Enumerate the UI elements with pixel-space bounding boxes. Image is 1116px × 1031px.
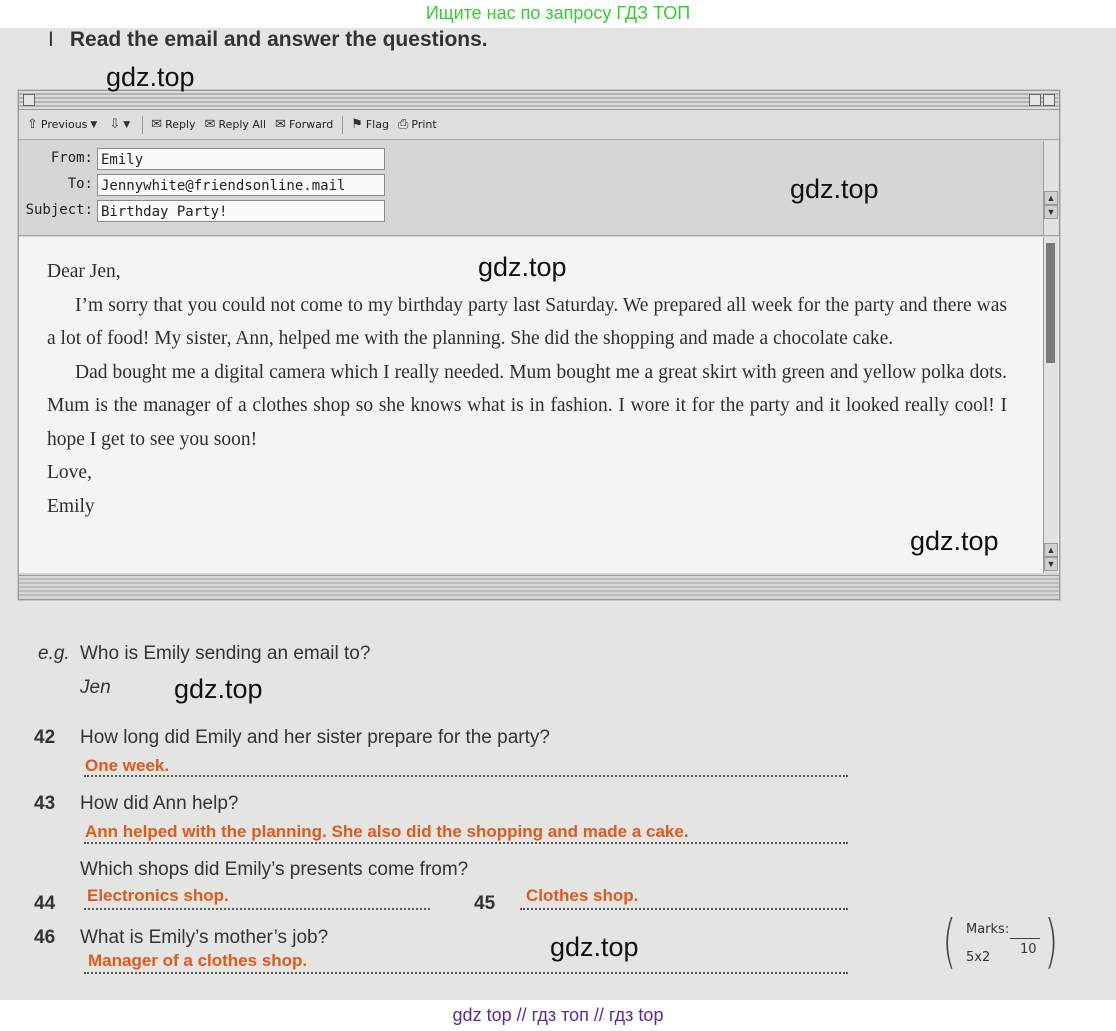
letter-paragraph: I’m sorry that you could not come to my birthday party last Saturday. We prepared all week for the party and there was a lot of food! My sister, Ann, helped me with the planning. She did the shopping and made a chocolate cake. xyxy=(47,294,1007,349)
example-answer: Jen xyxy=(80,677,111,698)
question-text: What is Emily’s mother’s job? xyxy=(80,927,329,948)
question-text: How did Ann help? xyxy=(80,793,239,814)
answer-text: Ann helped with the planning. She also did the shopping and made a cake. xyxy=(85,822,689,841)
answer-line xyxy=(520,908,848,910)
print-button[interactable]: ⎙ Print xyxy=(397,117,437,132)
task-title: Read the email and answer the questions. xyxy=(69,28,488,51)
answer-line xyxy=(84,972,848,974)
question-number: 46 xyxy=(34,927,56,948)
bottom-banner: gdz top // гдз топ // гдз top xyxy=(0,1000,1116,1031)
question-number: 44 xyxy=(34,893,56,914)
watermark: gdz.top xyxy=(910,526,999,556)
scroll-down-arrow-icon[interactable]: ▼ xyxy=(1044,557,1058,571)
watermark: gdz.top xyxy=(550,932,639,962)
close-box-icon[interactable] xyxy=(23,94,35,106)
left-parenthesis: ( xyxy=(942,907,957,975)
header-scrollbar[interactable] xyxy=(1043,141,1058,235)
letter-signature: Emily xyxy=(47,495,95,517)
from-label: From: xyxy=(50,150,93,166)
answer-line xyxy=(84,908,430,910)
task-heading xyxy=(48,28,488,52)
answer-text: Electronics shop. xyxy=(87,886,229,905)
subject-label: Subject: xyxy=(25,202,93,218)
watermark: gdz.top xyxy=(174,674,263,704)
subject-field[interactable]: Birthday Party! xyxy=(97,200,385,222)
flag-icon: ⚑ xyxy=(351,117,363,132)
forward-button[interactable]: ✉ Forward xyxy=(275,117,334,132)
scroll-up-arrow-icon[interactable]: ▲ xyxy=(1044,543,1058,557)
marks-total: 10 xyxy=(1020,942,1037,957)
toolbar-divider xyxy=(142,116,143,134)
printer-icon: ⎙ xyxy=(397,117,409,132)
forward-icon: ✉ xyxy=(275,117,286,132)
flag-button[interactable]: ⚑ Flag xyxy=(351,117,389,132)
question-number: 43 xyxy=(34,793,56,814)
reply-button[interactable]: ✉ Reply xyxy=(151,117,196,132)
next-button[interactable] xyxy=(109,117,133,132)
email-body xyxy=(19,237,1059,573)
collapse-box-icon[interactable] xyxy=(1043,94,1055,106)
question-number: 45 xyxy=(474,893,496,914)
toolbar-divider xyxy=(342,116,343,134)
window-statusbar xyxy=(19,575,1059,598)
arrow-down-icon: ⇩ xyxy=(109,117,121,132)
example-label: e.g. xyxy=(38,643,70,664)
arrow-up-icon: ⇧ xyxy=(27,117,38,132)
watermark: gdz.top xyxy=(790,174,879,204)
answer-line xyxy=(84,775,848,777)
to-label: To: xyxy=(67,176,93,192)
previous-button[interactable]: ⇧ Previous ▼ xyxy=(27,117,98,132)
reply-all-icon: ✉ xyxy=(204,117,216,132)
chevron-down-icon: ▼ xyxy=(123,119,131,130)
marks-box xyxy=(942,907,1064,976)
example-question: Who is Emily sending an email to? xyxy=(80,643,371,664)
email-window xyxy=(18,90,1060,600)
marks-scheme: 5x2 xyxy=(966,950,991,965)
marks-fraction-line xyxy=(1010,938,1040,939)
scroll-down-arrow-icon[interactable]: ▼ xyxy=(1044,205,1058,219)
answer-text: One week. xyxy=(85,756,170,775)
question-text: Which shops did Emily’s presents come from? xyxy=(80,859,469,880)
marks-label: Marks: xyxy=(966,922,1010,937)
email-header xyxy=(19,141,1059,236)
body-scrollbar[interactable] xyxy=(1043,237,1058,573)
answer-line xyxy=(84,842,848,844)
zoom-box-icon[interactable] xyxy=(1029,94,1041,106)
letter-closing: Love, xyxy=(47,462,92,483)
window-titlebar xyxy=(19,91,1059,110)
right-parenthesis: ) xyxy=(1044,907,1059,975)
answer-text: Clothes shop. xyxy=(526,886,639,905)
letter-text xyxy=(47,255,1007,523)
scroll-up-arrow-icon[interactable]: ▲ xyxy=(1044,191,1058,205)
letter-paragraph: Dad bought me a digital camera which I really needed. Mum bought me a great skirt with green and yellow polka dots. Mum is the manager of a clothes shop so she knows what is in fashion. I wore it for the party and it looked really cool! I hope I get to see you soon! xyxy=(47,361,1007,450)
letter-greeting: Dear Jen, xyxy=(47,261,121,282)
task-number: I xyxy=(48,28,54,51)
watermark: gdz.top xyxy=(478,252,567,282)
reply-icon: ✉ xyxy=(151,117,163,132)
watermark: gdz.top xyxy=(106,62,195,92)
reply-all-button[interactable]: ✉ Reply All xyxy=(204,117,267,132)
question-text: How long did Emily and her sister prepare for the party? xyxy=(80,727,550,748)
chevron-down-icon: ▼ xyxy=(90,119,98,130)
scroll-thumb[interactable] xyxy=(1046,243,1055,363)
answer-text: Manager of a clothes shop. xyxy=(88,951,308,970)
email-toolbar xyxy=(19,110,1059,140)
top-banner: Ищите нас по запросу ГДЗ ТОП xyxy=(0,0,1116,28)
from-field[interactable]: Emily xyxy=(97,148,385,170)
question-number: 42 xyxy=(34,727,56,748)
to-field[interactable]: Jennywhite@friendsonline.mail xyxy=(97,174,385,196)
